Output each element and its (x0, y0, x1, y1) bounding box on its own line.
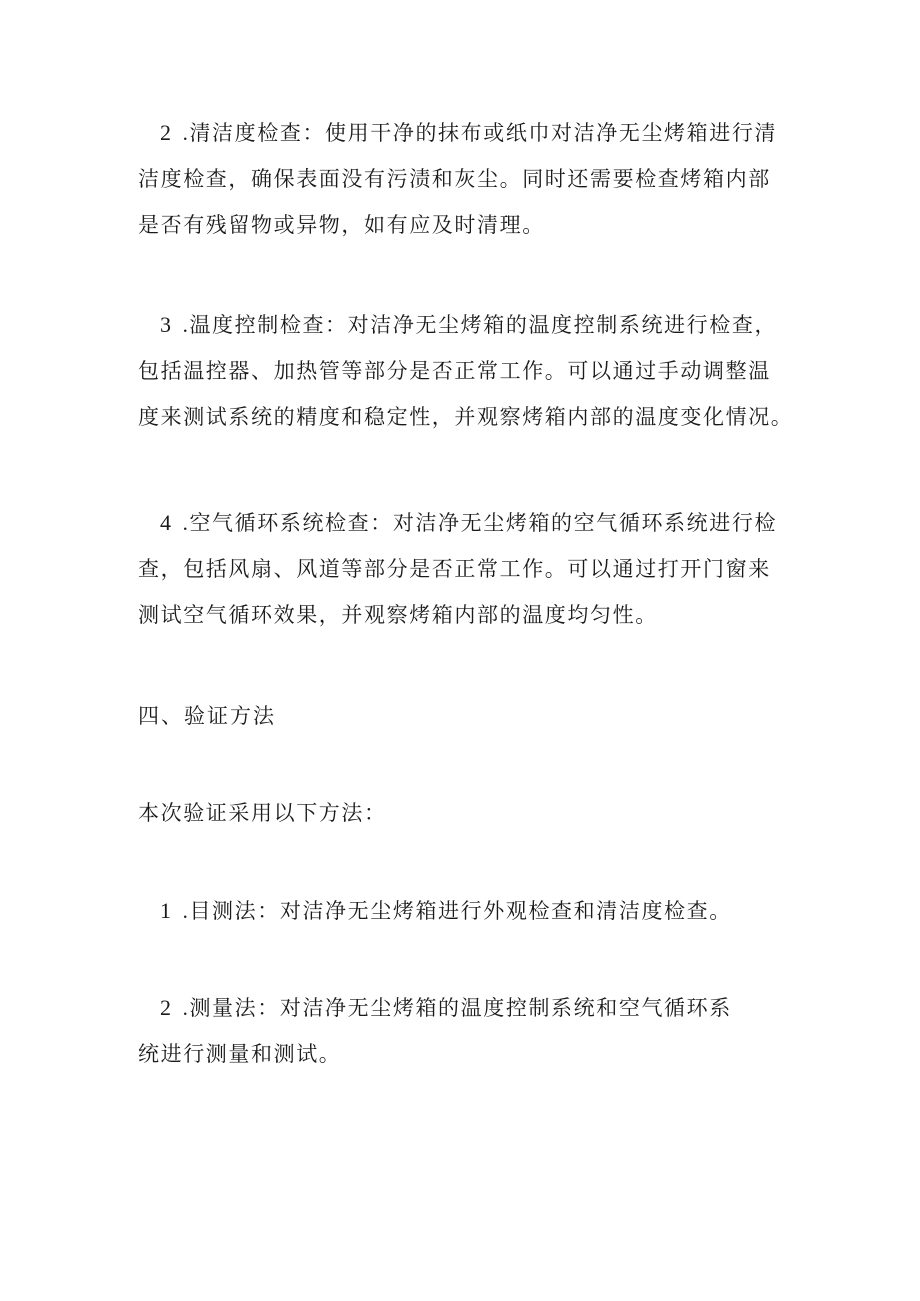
paragraph-line: 度来测试系统的精度和稳定性，并观察烤箱内部的温度变化情况。 (138, 405, 794, 429)
paragraph-line: 包括温控器、加热管等部分是否正常工作。可以通过手动调整温 (138, 359, 771, 383)
method-item-measurement (138, 985, 818, 1077)
list-item-cleanliness-check (138, 110, 818, 248)
method-item-visual-inspection (138, 888, 818, 934)
line-text: .清洁度检查：使用干净的抹布或纸巾对洁净无尘烤箱进行清 (182, 121, 778, 145)
paragraph-line (138, 110, 818, 156)
list-number: 2 (160, 120, 173, 145)
paragraph-line: 是否有残留物或异物，如有应及时清理。 (138, 213, 545, 237)
list-item-air-circulation-check (138, 500, 818, 638)
intro-text: 本次验证采用以下方法： (138, 801, 387, 825)
line-text: .空气循环系统检查：对洁净无尘烤箱的空气循环系统进行检 (182, 511, 778, 535)
list-number: 4 (160, 510, 173, 535)
paragraph-line (138, 500, 818, 546)
line-text: .温度控制检查：对洁净无尘烤箱的温度控制系统进行检查， (182, 313, 778, 337)
list-number: 3 (160, 312, 173, 337)
paragraph-line (138, 985, 818, 1031)
paragraph-line: 洁度检查，确保表面没有污渍和灰尘。同时还需要检查烤箱内部 (138, 167, 771, 191)
paragraph-line: 统进行测量和测试。 (138, 1042, 342, 1066)
line-text: .测量法：对洁净无尘烤箱的温度控制系统和空气循环系 (182, 996, 732, 1020)
section-heading: 四、验证方法 (138, 704, 276, 728)
list-number: 1 (160, 898, 173, 923)
list-item-temperature-control-check (138, 302, 818, 440)
paragraph-line: 查，包括风扇、风道等部分是否正常工作。可以通过打开门窗来 (138, 557, 771, 581)
paragraph-line: 测试空气循环效果，并观察烤箱内部的温度均匀性。 (138, 603, 658, 627)
line-text: .目测法：对洁净无尘烤箱进行外观检查和清洁度检查。 (182, 899, 732, 923)
paragraph-line (138, 888, 818, 934)
paragraph-line (138, 302, 818, 348)
list-number: 2 (160, 995, 173, 1020)
